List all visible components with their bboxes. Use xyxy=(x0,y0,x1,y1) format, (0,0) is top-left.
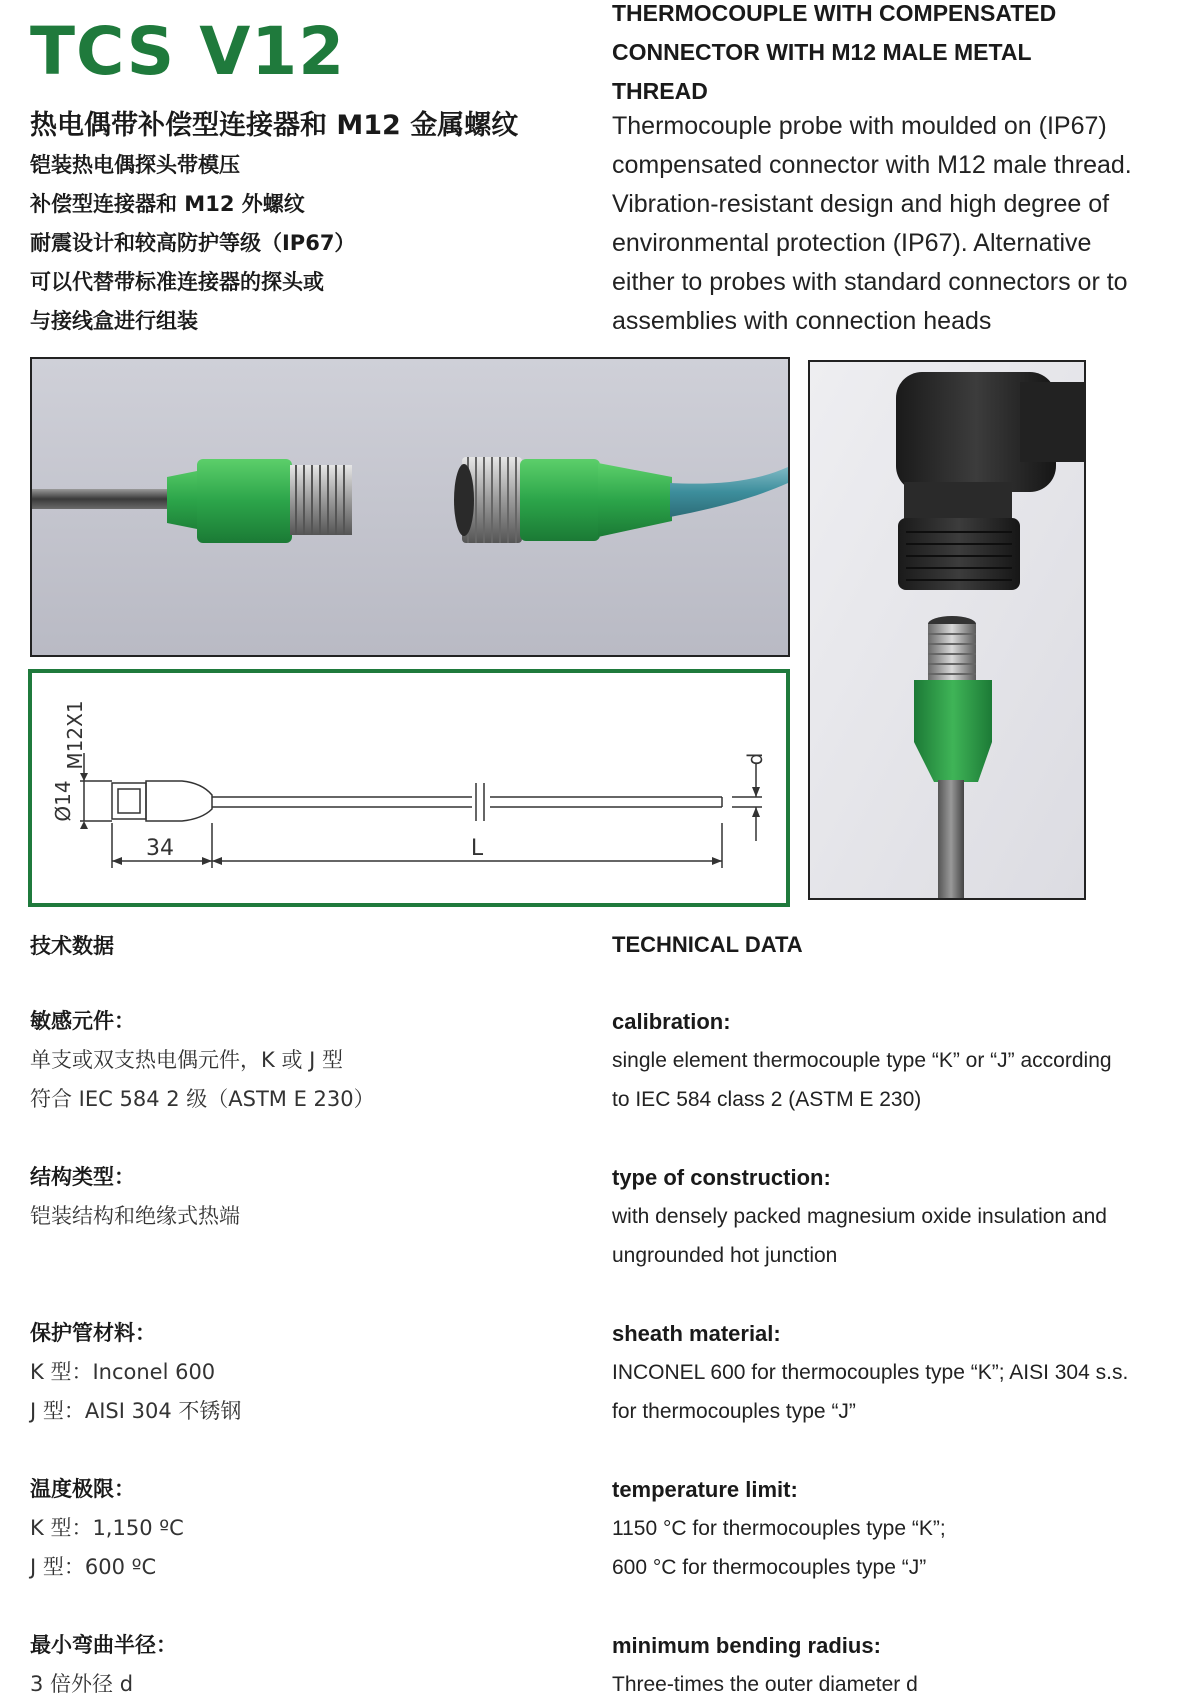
en-description xyxy=(612,107,1132,341)
en-spec-sheath xyxy=(612,1314,1172,1431)
spec-label: 最小弯曲半径： xyxy=(30,1633,177,1657)
en-description-line: assemblies with connection heads xyxy=(612,307,992,335)
cn-subtitle: 热电偶带补偿型连接器和 M12 金属螺纹 xyxy=(30,110,519,141)
dimension-drawing-svg xyxy=(32,673,786,903)
spec-label: calibration: xyxy=(612,1009,731,1034)
en-heading-line: THREAD xyxy=(612,78,708,104)
spec-label: 温度极限： xyxy=(30,1477,135,1501)
spec-value: K 型：1,150 ºC xyxy=(30,1516,184,1540)
cn-spec-bending xyxy=(30,1626,590,1704)
spec-value: 1150 °C for thermocouples type “K”; xyxy=(612,1517,946,1540)
diameter-d-label: d xyxy=(743,752,767,766)
length-34-label: 34 xyxy=(146,836,174,861)
length-l-label: L xyxy=(470,836,484,861)
spec-label: minimum bending radius: xyxy=(612,1633,881,1658)
spec-label: sheath material: xyxy=(612,1321,781,1346)
cn-spec-construction xyxy=(30,1158,590,1236)
cn-technical-data-title: 技术数据 xyxy=(30,934,114,958)
dimension-drawing xyxy=(28,669,790,907)
connector-photo-illustration xyxy=(32,359,788,655)
spec-value: K 型：Inconel 600 xyxy=(30,1360,216,1384)
en-spec-temperature xyxy=(612,1470,1172,1587)
spec-label: 敏感元件： xyxy=(30,1009,135,1033)
en-spec-construction xyxy=(612,1158,1172,1275)
en-heading-line: THERMOCOUPLE WITH COMPENSATED xyxy=(612,0,1057,26)
diameter-dimension-label: Ø14 xyxy=(51,780,75,822)
cn-description-line: 与接线盒进行组装 xyxy=(30,309,198,333)
spec-value: INCONEL 600 for thermocouples type “K”; AISI 304 s.s. xyxy=(612,1361,1129,1384)
cn-description xyxy=(30,146,355,341)
cn-description-line: 铠装热电偶探头带模压 xyxy=(30,153,240,177)
spec-label: 结构类型： xyxy=(30,1165,135,1189)
product-title: TCS V12 xyxy=(30,13,346,90)
cn-description-line: 补偿型连接器和 M12 外螺纹 xyxy=(30,192,305,216)
cn-spec-sheath xyxy=(30,1314,590,1431)
cn-description-line: 可以代替带标准连接器的探头或 xyxy=(30,270,324,294)
connector-photo xyxy=(30,357,790,657)
en-description-line: Vibration-resistant design and high degree of xyxy=(612,190,1110,218)
cn-spec-temperature xyxy=(30,1470,590,1587)
thread-dimension-label: M12X1 xyxy=(63,700,87,770)
spec-value: 铠装结构和绝缘式热端 xyxy=(30,1204,240,1228)
en-description-line: Thermocouple probe with moulded on (IP67) xyxy=(612,112,1107,140)
en-technical-data-title: TECHNICAL DATA xyxy=(612,932,803,957)
en-heading xyxy=(612,0,1056,111)
spec-label: type of construction: xyxy=(612,1165,831,1190)
en-description-line: compensated connector with M12 male thread. xyxy=(612,151,1132,179)
spec-value: 3 倍外径 d xyxy=(30,1672,134,1696)
spec-value: 符合 IEC 584 2 级（ASTM E 230） xyxy=(30,1087,375,1111)
spec-label: temperature limit: xyxy=(612,1477,798,1502)
angled-connector-photo-illustration xyxy=(810,362,1084,898)
en-description-line: environmental protection (IP67). Alternative xyxy=(612,229,1092,257)
spec-label: 保护管材料： xyxy=(30,1321,156,1345)
spec-value: to IEC 584 class 2 (ASTM E 230) xyxy=(612,1088,922,1111)
spec-value: 单支或双支热电偶元件，K 或 J 型 xyxy=(30,1048,343,1072)
en-spec-bending xyxy=(612,1626,1172,1704)
spec-value: Three-times the outer diameter d xyxy=(612,1673,918,1696)
spec-value: ungrounded hot junction xyxy=(612,1244,838,1267)
cn-description-line: 耐震设计和较高防护等级（IP67） xyxy=(30,231,356,255)
spec-value: J 型：600 ºC xyxy=(30,1555,157,1579)
spec-value: J 型：AISI 304 不锈钢 xyxy=(30,1399,242,1423)
angled-connector-photo xyxy=(808,360,1086,900)
spec-value: single element thermocouple type “K” or “J” according xyxy=(612,1049,1112,1072)
spec-value: with densely packed magnesium oxide insulation and xyxy=(612,1205,1107,1228)
en-description-line: either to probes with standard connectors or to xyxy=(612,268,1128,296)
spec-value: for thermocouples type “J” xyxy=(612,1400,856,1423)
en-heading-line: CONNECTOR WITH M12 MALE METAL xyxy=(612,39,1032,65)
en-spec-calibration xyxy=(612,1002,1172,1119)
cn-spec-calibration xyxy=(30,1002,590,1119)
spec-value: 600 °C for thermocouples type “J” xyxy=(612,1556,927,1579)
